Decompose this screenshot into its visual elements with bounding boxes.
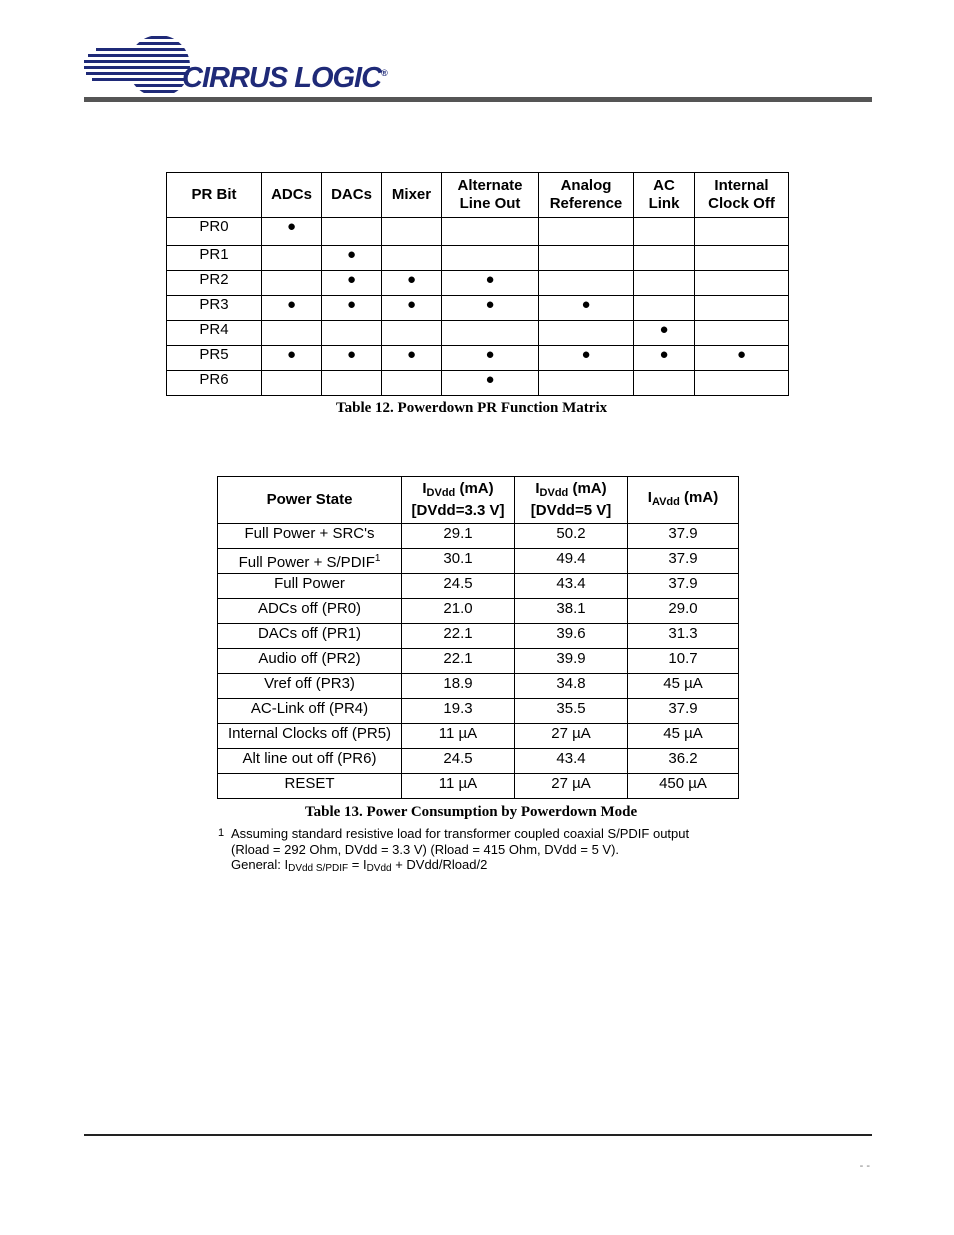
power-state-cell: Alt line out off (PR6) <box>218 749 402 774</box>
current-value-cell: 24.5 <box>402 749 515 774</box>
header-idvdd-3v3: $I_{DVdd}$ (mA) [DVdd=3.3 V] <box>402 477 515 524</box>
table12-header-cell: Analog Reference <box>539 173 634 218</box>
current-value-cell: 36.2 <box>628 749 739 774</box>
empty-cell <box>539 271 634 296</box>
current-value-cell: 11 µA <box>402 724 515 749</box>
empty-cell <box>539 218 634 246</box>
table12-header-cell: Internal Clock Off <box>695 173 789 218</box>
current-value-cell: 39.9 <box>515 649 628 674</box>
empty-cell <box>634 246 695 271</box>
table12-header-cell: AC Link <box>634 173 695 218</box>
current-value-cell: 19.3 <box>402 699 515 724</box>
current-value-cell: 43.4 <box>515 574 628 599</box>
footnote-line-2: (Rload = 292 Ohm, DVdd = 3.3 V) (Rload = 415 Ohm, DVdd = 5 V). <box>231 841 620 857</box>
current-value-cell: 35.5 <box>515 699 628 724</box>
current-value-cell: 49.4 <box>515 549 628 574</box>
bullet-mark: ● <box>634 321 695 346</box>
bullet-mark: ● <box>382 271 442 296</box>
bullet-mark: ● <box>539 296 634 321</box>
table12-header-cell: DACs <box>322 173 382 218</box>
pr-bit-label: PR4 <box>167 321 262 346</box>
empty-cell <box>634 218 695 246</box>
current-value-cell: 10.7 <box>628 649 739 674</box>
current-value-cell: 450 µA <box>628 774 739 799</box>
table-row <box>167 218 789 246</box>
table12-caption: Table 12. Powerdown PR Function Matrix <box>336 400 608 416</box>
bullet-mark: ● <box>322 346 382 371</box>
empty-cell <box>442 321 539 346</box>
pr-bit-label: PR3 <box>167 296 262 321</box>
empty-cell <box>382 246 442 271</box>
logo-wordmark: CIRRUS LOGIC® <box>182 62 388 94</box>
empty-cell <box>382 218 442 246</box>
table-row <box>218 724 739 749</box>
power-state-cell: DACs off (PR1) <box>218 624 402 649</box>
empty-cell <box>695 321 789 346</box>
current-value-cell: 34.8 <box>515 674 628 699</box>
current-value-cell: 22.1 <box>402 624 515 649</box>
table-row <box>218 574 739 599</box>
empty-cell <box>322 321 382 346</box>
bullet-mark: ● <box>262 218 322 246</box>
pr-bit-label: PR5 <box>167 346 262 371</box>
empty-cell <box>695 271 789 296</box>
bullet-mark: ● <box>695 346 789 371</box>
power-state-cell: AC-Link off (PR4) <box>218 699 402 724</box>
current-value-cell: 45 µA <box>628 674 739 699</box>
bullet-mark: ● <box>634 346 695 371</box>
empty-cell <box>262 246 322 271</box>
header-idvdd-5v: $I_{DVdd}$ (mA) [DVdd=5 V] <box>515 477 628 524</box>
bullet-mark: ● <box>262 346 322 371</box>
table-row <box>167 321 789 346</box>
pr-bit-label: PR0 <box>167 218 262 246</box>
footer-rule <box>84 1134 872 1136</box>
bullet-mark: ● <box>382 296 442 321</box>
power-state-cell: Audio off (PR2) <box>218 649 402 674</box>
pr-bit-label: PR6 <box>167 371 262 396</box>
power-state-cell: Internal Clocks off (PR5) <box>218 724 402 749</box>
current-value-cell: 50.2 <box>515 524 628 549</box>
empty-cell <box>262 371 322 396</box>
current-value-cell: 37.9 <box>628 699 739 724</box>
empty-cell <box>634 271 695 296</box>
table-header-row <box>218 477 739 524</box>
table13-caption: Table 13. Power Consumption by Powerdown Mode <box>305 804 638 820</box>
table-row <box>218 599 739 624</box>
table-row <box>218 524 739 549</box>
table-row <box>218 674 739 699</box>
footnote-ref: 1 <box>374 553 381 564</box>
current-value-cell: 37.9 <box>628 574 739 599</box>
power-state-cell: Full Power <box>218 574 402 599</box>
table-row <box>218 624 739 649</box>
table-row <box>218 774 739 799</box>
empty-cell <box>695 246 789 271</box>
empty-cell <box>442 218 539 246</box>
bullet-mark: ● <box>442 296 539 321</box>
empty-cell <box>382 321 442 346</box>
empty-cell <box>634 371 695 396</box>
header-rule <box>84 97 872 102</box>
bullet-mark: ● <box>322 296 382 321</box>
current-value-cell: 27 µA <box>515 724 628 749</box>
empty-cell <box>695 371 789 396</box>
bullet-mark: ● <box>322 271 382 296</box>
table12-header-cell: Alternate Line Out <box>442 173 539 218</box>
empty-cell <box>695 218 789 246</box>
empty-cell <box>322 371 382 396</box>
power-state-cell: Full Power + SRC's <box>218 524 402 549</box>
bullet-mark: ● <box>442 371 539 396</box>
empty-cell <box>322 218 382 246</box>
table-row <box>218 699 739 724</box>
current-value-cell: 38.1 <box>515 599 628 624</box>
empty-cell <box>539 371 634 396</box>
empty-cell <box>382 371 442 396</box>
current-value-cell: 31.3 <box>628 624 739 649</box>
table-row <box>218 549 739 574</box>
bullet-mark: ● <box>382 346 442 371</box>
footnote-marker: 1 <box>218 827 225 839</box>
footnote-line-3: General: $I_{DVdd S/PDIF} = I_{DVdd}$ + DVdd/Rload/2 <box>231 857 488 874</box>
table-header-row <box>167 173 789 218</box>
current-value-cell: 11 µA <box>402 774 515 799</box>
current-value-cell: 18.9 <box>402 674 515 699</box>
power-state-cell: Vref off (PR3) <box>218 674 402 699</box>
header-iavdd: $I_{AVdd}$ (mA) <box>628 477 739 524</box>
empty-cell <box>634 296 695 321</box>
empty-cell <box>442 246 539 271</box>
table12-header-cell: ADCs <box>262 173 322 218</box>
current-value-cell: 30.1 <box>402 549 515 574</box>
table-row <box>167 371 789 396</box>
empty-cell <box>539 246 634 271</box>
header-power-state: Power State <box>218 477 402 524</box>
current-value-cell: 39.6 <box>515 624 628 649</box>
empty-cell <box>695 296 789 321</box>
power-consumption-table <box>217 476 739 799</box>
current-value-cell: 22.1 <box>402 649 515 674</box>
table-row <box>218 749 739 774</box>
current-value-cell: 21.0 <box>402 599 515 624</box>
pr-bit-label: PR2 <box>167 271 262 296</box>
pr-bit-label: PR1 <box>167 246 262 271</box>
bullet-mark: ● <box>322 246 382 271</box>
footnote-line-1: Assuming standard resistive load for transformer coupled coaxial S/PDIF output <box>231 826 690 841</box>
current-value-cell: 37.9 <box>628 549 739 574</box>
bullet-mark: ● <box>442 271 539 296</box>
power-state-cell: Full Power + S/PDIF$^1$ <box>218 549 402 574</box>
table12-header-cell: Mixer <box>382 173 442 218</box>
table12-header-cell: PR Bit <box>167 173 262 218</box>
empty-cell <box>262 321 322 346</box>
current-value-cell: 29.1 <box>402 524 515 549</box>
current-value-cell: 37.9 <box>628 524 739 549</box>
current-value-cell: 43.4 <box>515 749 628 774</box>
footnote <box>218 826 689 877</box>
empty-cell <box>539 321 634 346</box>
bullet-mark: ● <box>262 296 322 321</box>
table-row <box>167 246 789 271</box>
page-number: - - <box>859 1160 870 1172</box>
logo-globe-icon <box>84 34 194 98</box>
current-value-cell: 29.0 <box>628 599 739 624</box>
current-value-cell: 27 µA <box>515 774 628 799</box>
bullet-mark: ● <box>539 346 634 371</box>
table-row <box>167 296 789 321</box>
current-value-cell: 45 µA <box>628 724 739 749</box>
bullet-mark: ● <box>442 346 539 371</box>
pr-function-matrix-table <box>166 172 789 396</box>
empty-cell <box>262 271 322 296</box>
power-state-cell: RESET <box>218 774 402 799</box>
table-row <box>218 649 739 674</box>
current-value-cell: 24.5 <box>402 574 515 599</box>
table-row <box>167 271 789 296</box>
power-state-cell: ADCs off (PR0) <box>218 599 402 624</box>
table-row <box>167 346 789 371</box>
